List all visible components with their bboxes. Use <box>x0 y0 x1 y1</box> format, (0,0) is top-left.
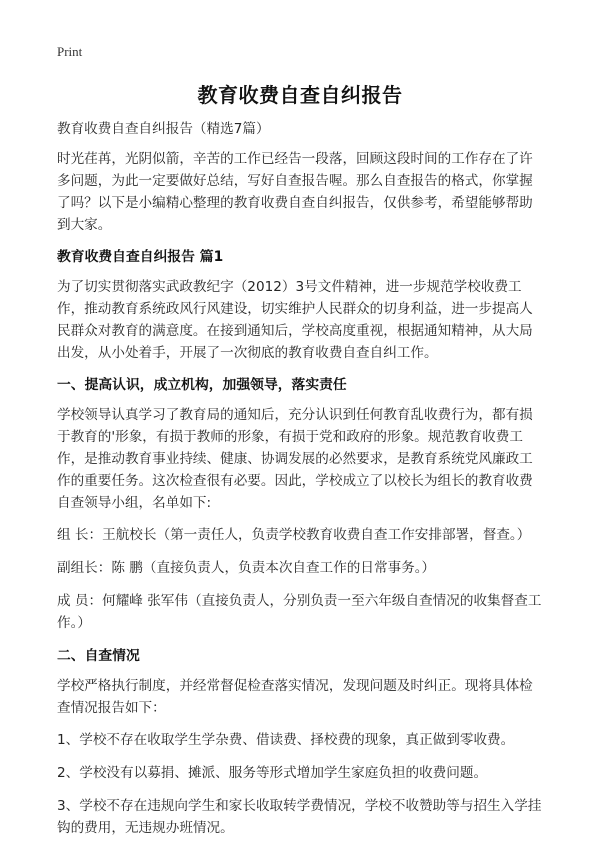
member-staff: 成 员：何耀峰 张军伟（直接负责人，分别负责一至六年级自查情况的收集督查工作。） <box>57 593 542 631</box>
section-heading-1: 一、提高认识，成立机构，加强领导，落实责任 <box>57 377 347 393</box>
document-subtitle: 教育收费自查自纠报告（精选7篇） <box>57 121 270 137</box>
section-heading-2: 二、自查情况 <box>57 648 140 664</box>
document-title: 教育收费自查自纠报告 <box>197 83 403 107</box>
section-2-paragraph: 学校严格执行制度，并经常督促检查落实情况，发现问题及时纠正。现将具体检查情况报告如下： <box>57 678 533 716</box>
finding-item-1: 1、学校不存在收取学生学杂费、借读费、择校费的现象，真正做到零收费。 <box>57 732 515 748</box>
member-leader: 组 长：王航校长（第一责任人，负责学校教育收费自查工作安排部署，督查。） <box>57 527 531 543</box>
finding-item-3: 3、学校不存在违规向学生和家长收取转学费情况，学校不收赞助等与招生入学挂钩的费用，无违规办班情况。 <box>57 798 542 836</box>
section-1-paragraph: 学校领导认真学习了教育局的通知后，充分认识到任何教育乱收费行为，都有损于教育的'形象，有损于教师的形象，有损于党和政府的形象。规范教育收费工作，是推动教育事业持续、健康、协调发展的必然要求，是教育系统党风廉政工作的重要任务。这次检查很有必要。因此，学校成立了以校长为组长的教育收费自查领导小组，名单如下: <box>57 407 533 511</box>
document-body <box>57 118 545 850</box>
article-heading: 教育收费自查自纠报告 篇1 <box>57 249 224 265</box>
finding-item-2: 2、学校没有以募捐、摊派、服务等形式增加学生家庭负担的收费问题。 <box>57 765 488 781</box>
intro-paragraph: 时光荏苒，光阴似箭，辛苦的工作已经告一段落，回顾这段时间的工作存在了许多问题，为此一定要做好总结，写好自查报告喔。那么自查报告的格式，你掌握了吗？以下是小编精心整理的教育收费自查自纠报告，仅供参考，希望能够帮助到大家。 <box>57 151 533 233</box>
print-link[interactable]: Print <box>57 44 83 59</box>
member-deputy: 副组长：陈 鹏（直接负责人，负责本次自查工作的日常事务。） <box>57 560 436 576</box>
article-intro-paragraph: 为了切实贯彻落实武政教纪字（2012）3号文件精神，进一步规范学校收费工作，推动教育系统政风行风建设，切实维护人民群众的切身利益，进一步提高人民群众对教育的满意度。在接到通知后，学校高度重视，根据通知精神，从大局出发，从小处着手，开展了一次彻底的教育收费自查自纠工作。 <box>57 279 533 361</box>
